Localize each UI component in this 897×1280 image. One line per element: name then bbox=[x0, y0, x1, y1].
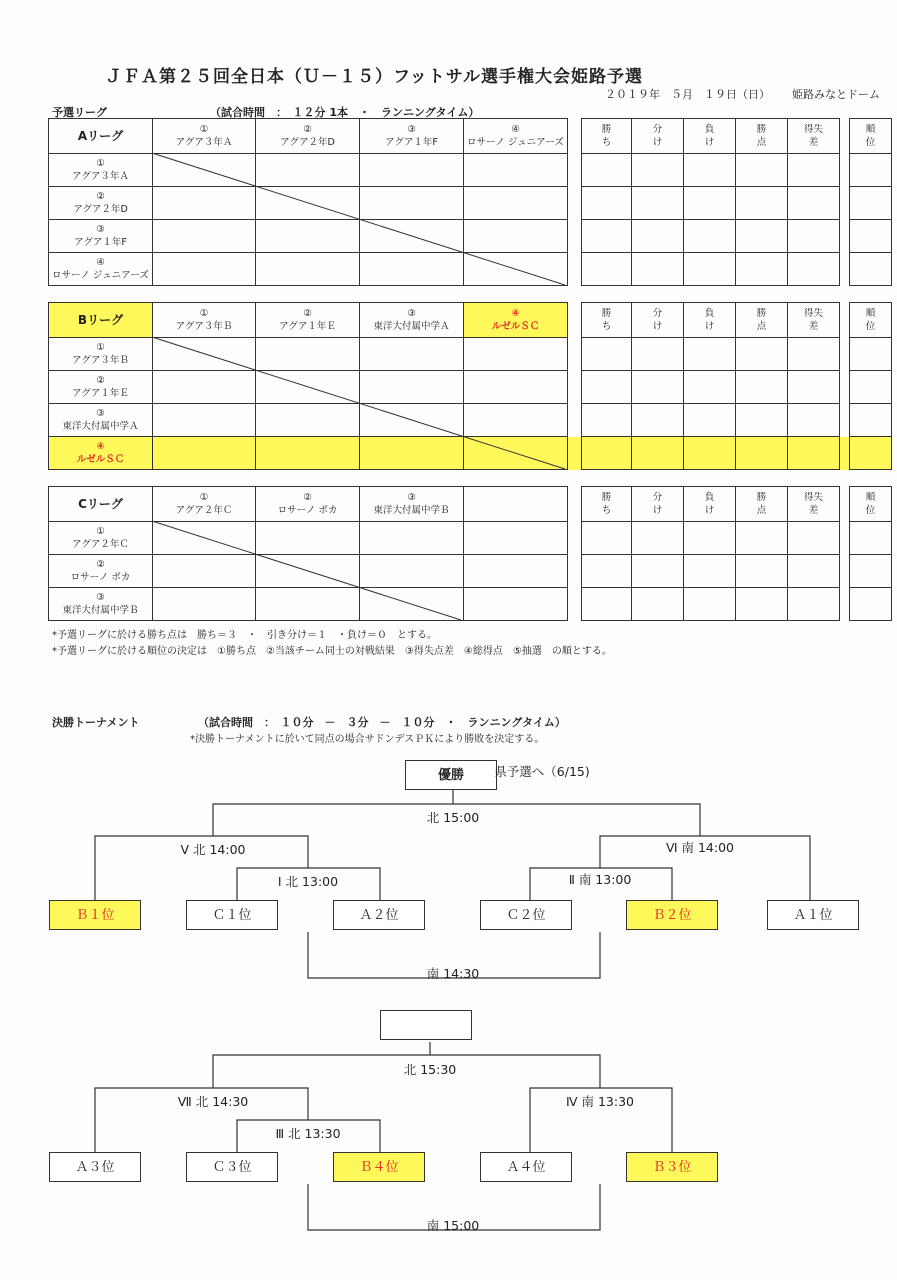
stat-header-bottom: け bbox=[704, 321, 715, 332]
bracket2-winner-box bbox=[380, 1010, 472, 1040]
stat-header-bottom: 差 bbox=[808, 321, 819, 332]
team-number: ② bbox=[96, 559, 105, 570]
stat-header-top: 分 bbox=[652, 308, 663, 319]
team-number: ② bbox=[303, 492, 312, 503]
team-number: ① bbox=[199, 124, 209, 135]
prelim-section-label: 予選リーグ bbox=[52, 106, 107, 119]
team-number: ③ bbox=[96, 592, 105, 603]
stat-header-bottom: け bbox=[704, 137, 715, 148]
team-number: ③ bbox=[407, 492, 416, 503]
stat-header-bottom: 点 bbox=[756, 505, 767, 516]
team-name: アグア２年D bbox=[73, 204, 128, 215]
match-south-1500: 南 15:00 bbox=[426, 1218, 480, 1233]
stat-header-bottom: ち bbox=[601, 505, 612, 516]
team-number: ① bbox=[96, 526, 105, 537]
stat-header-bottom: 差 bbox=[808, 505, 819, 516]
team-number: ① bbox=[96, 158, 105, 169]
match-vii: Ⅶ 北 14:30 bbox=[177, 1094, 249, 1109]
stat-header-top: 順 bbox=[865, 308, 876, 319]
stat-header-top: 分 bbox=[652, 492, 663, 503]
match-iv: Ⅳ 南 13:30 bbox=[565, 1094, 635, 1109]
match-final-2: 北 15:30 bbox=[403, 1062, 457, 1077]
slot-a4: Ａ４位 bbox=[480, 1152, 572, 1182]
stat-header-top: 勝 bbox=[756, 492, 767, 503]
stat-header-top: 勝 bbox=[756, 308, 767, 319]
team-name: 東洋大付属中学Ｂ bbox=[62, 605, 139, 616]
stat-header-top: 勝 bbox=[601, 124, 612, 135]
slot-b4: Ｂ４位 bbox=[333, 1152, 425, 1182]
team-number: ③ bbox=[407, 308, 416, 319]
stat-header-top: 負 bbox=[704, 124, 715, 135]
stat-header-bottom: 点 bbox=[756, 321, 767, 332]
match-i: Ⅰ 北 13:00 bbox=[277, 874, 339, 889]
slot-a3: Ａ３位 bbox=[49, 1152, 141, 1182]
match-south-1430: 南 14:30 bbox=[426, 966, 480, 981]
team-number: ① bbox=[199, 308, 209, 319]
stat-header-top: 負 bbox=[704, 492, 715, 503]
team-name: アグア３年Ａ bbox=[72, 171, 129, 182]
stat-header-bottom: け bbox=[652, 505, 663, 516]
final-time-note: （試合時間 ： １０分 － ３分 － １０分 ・ ランニングタイム） bbox=[198, 716, 566, 729]
team-number: ④ bbox=[96, 257, 105, 268]
stat-header-top: 順 bbox=[865, 124, 876, 135]
final-pk-note: *決勝トーナメントに於いて同点の場合サドンデスＰＫにより勝敗を決定する。 bbox=[190, 734, 545, 745]
match-final-1: 北 15:00 bbox=[426, 810, 480, 825]
prelim-rule-ranking: *予選リーグに於ける順位の決定は ①勝ち点 ②当該チーム同士の対戦結果 ③得失点差 ④総得点 ⑤抽選 の順とする。 bbox=[52, 646, 612, 657]
event-date: ２０１９年 ５月 １９日（日） bbox=[605, 88, 770, 101]
match-iii: Ⅲ 北 13:30 bbox=[275, 1126, 341, 1141]
stat-header-bottom: け bbox=[652, 137, 663, 148]
team-name: ルゼルＳＣ bbox=[491, 321, 540, 332]
stat-header-bottom: 位 bbox=[865, 137, 876, 148]
team-number: ② bbox=[96, 191, 105, 202]
team-name: アグア３年Ｂ bbox=[72, 355, 129, 366]
stat-header-top: 勝 bbox=[601, 492, 612, 503]
league-name: Bリーグ bbox=[49, 303, 153, 338]
league-name: Aリーグ bbox=[49, 119, 153, 154]
prelim-time-note: （試合時間 ： １２分 1本 ・ ランニングタイム） bbox=[210, 106, 480, 119]
stat-header-bottom: け bbox=[704, 505, 715, 516]
slot-b3: Ｂ３位 bbox=[626, 1152, 718, 1182]
page-title: ＪＦＡ第２５回全日本（Ｕ－１５）フットサル選手権大会姫路予選 bbox=[105, 67, 643, 87]
team-number: ③ bbox=[407, 124, 416, 135]
team-name: アグア３年Ｂ bbox=[175, 321, 233, 332]
slot-a2: Ａ２位 bbox=[333, 900, 425, 930]
champion-note: 県予選へ（6/15) bbox=[494, 764, 590, 779]
stat-header-top: 順 bbox=[865, 492, 876, 503]
team-name: アグア３年Ａ bbox=[175, 137, 233, 148]
slot-a1: Ａ１位 bbox=[767, 900, 859, 930]
stat-header-bottom: 差 bbox=[808, 137, 819, 148]
team-name: アグア２年Ｃ bbox=[72, 539, 129, 550]
team-number: ④ bbox=[511, 124, 520, 135]
team-number: ③ bbox=[96, 224, 105, 235]
league-name: Cリーグ bbox=[49, 487, 153, 522]
team-name: アグア１年F bbox=[385, 137, 438, 148]
match-v: Ⅴ 北 14:00 bbox=[180, 842, 246, 857]
stat-header-bottom: け bbox=[652, 321, 663, 332]
stat-header-bottom: 位 bbox=[865, 321, 876, 332]
slot-c2: Ｃ２位 bbox=[480, 900, 572, 930]
stat-header-top: 負 bbox=[704, 308, 715, 319]
match-vi: Ⅵ 南 14:00 bbox=[666, 840, 734, 855]
team-name: アグア１年Ｅ bbox=[72, 388, 129, 399]
stat-header-top: 得失 bbox=[803, 492, 823, 503]
team-name: ロサーノ ジュニアーズ bbox=[467, 137, 564, 148]
team-number: ② bbox=[303, 124, 312, 135]
team-name: アグア１年Ｅ bbox=[279, 321, 336, 332]
team-number: ① bbox=[96, 342, 105, 353]
team-number: ① bbox=[199, 492, 209, 503]
final-section-label: 決勝トーナメント bbox=[52, 716, 140, 729]
team-name: アグア１年F bbox=[74, 237, 127, 248]
stat-header-bottom: ち bbox=[601, 321, 612, 332]
champion-box: 優勝 bbox=[405, 760, 497, 790]
stat-header-top: 勝 bbox=[756, 124, 767, 135]
stat-header-bottom: 点 bbox=[756, 137, 767, 148]
team-name: 東洋大付属中学Ａ bbox=[62, 421, 139, 432]
stat-header-top: 得失 bbox=[803, 308, 823, 319]
team-name: ロサーノ ボカ bbox=[70, 572, 131, 583]
team-number: ② bbox=[303, 308, 312, 319]
team-number: ④ bbox=[96, 441, 105, 452]
team-name: 東洋大付属中学Ａ bbox=[373, 321, 450, 332]
team-number: ② bbox=[96, 375, 105, 386]
team-name: 東洋大付属中学Ｂ bbox=[373, 505, 450, 516]
event-venue: 姫路みなとドーム bbox=[792, 88, 880, 101]
team-name: アグア２年Ｃ bbox=[175, 505, 233, 516]
slot-b1: Ｂ１位 bbox=[49, 900, 141, 930]
stat-header-bottom: ち bbox=[601, 137, 612, 148]
team-number: ③ bbox=[96, 408, 105, 419]
prelim-rule-points: *予選リーグに於ける勝ち点は 勝ち＝３ ・ 引き分け＝１ ・負け＝０ とする。 bbox=[52, 630, 437, 641]
team-number: ④ bbox=[511, 308, 520, 319]
stat-header-bottom: 位 bbox=[865, 505, 876, 516]
team-name: アグア２年D bbox=[280, 137, 335, 148]
stat-header-top: 勝 bbox=[601, 308, 612, 319]
slot-c1: Ｃ１位 bbox=[186, 900, 278, 930]
team-name: ロサーノ ジュニアーズ bbox=[52, 270, 149, 281]
match-ii: Ⅱ 南 13:00 bbox=[568, 872, 632, 887]
team-name: ルゼルＳＣ bbox=[76, 454, 125, 465]
stat-header-top: 得失 bbox=[803, 124, 823, 135]
slot-b2: Ｂ２位 bbox=[626, 900, 718, 930]
team-name: ロサーノ ボカ bbox=[277, 505, 338, 516]
stat-header-top: 分 bbox=[652, 124, 663, 135]
slot-c3: Ｃ３位 bbox=[186, 1152, 278, 1182]
